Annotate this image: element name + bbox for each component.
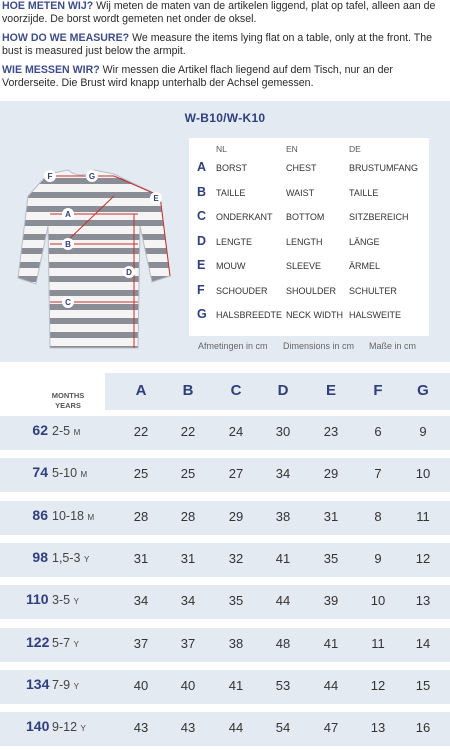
- legend-row: [189, 209, 429, 227]
- intro-de-label: WIE MESSEN WIR?: [2, 63, 100, 76]
- legend-de: SITZBEREICH: [349, 212, 409, 222]
- age-unit: Y: [83, 554, 90, 564]
- size-row: [0, 501, 450, 535]
- size-cell: 34: [180, 593, 196, 609]
- diagram-label-c: C: [65, 298, 71, 307]
- age-value: 5-7: [52, 635, 71, 650]
- age-value: 1,5-3: [52, 550, 81, 565]
- age-unit: Y: [73, 639, 79, 649]
- size-cell: 29: [228, 508, 244, 524]
- age-unit: Y: [73, 597, 79, 607]
- size-value: 122: [26, 633, 50, 650]
- column-header-a: A: [135, 382, 147, 399]
- size-value: 140: [26, 718, 50, 735]
- legend-row: [189, 283, 429, 301]
- size-cell: 41: [228, 677, 244, 693]
- size-cell: 43: [180, 720, 196, 736]
- size-cell: 44: [323, 677, 339, 693]
- size-row: [0, 543, 450, 577]
- measurement-legend: [189, 138, 429, 336]
- age-unit: M: [73, 428, 81, 437]
- age-range: [52, 636, 79, 650]
- size-cell: 6: [374, 424, 382, 439]
- legend-en: WAIST: [286, 187, 315, 198]
- size-cell: 12: [370, 677, 386, 693]
- size-cell: 10: [415, 466, 431, 482]
- legend-en: BOTTOM: [286, 212, 325, 222]
- size-cell: 32: [228, 550, 244, 566]
- size-table-header: [0, 367, 450, 417]
- size-cell: 7: [374, 466, 382, 482]
- size-cell: 47: [323, 720, 339, 736]
- size-cell: 38: [275, 508, 291, 524]
- size-row: [0, 628, 450, 662]
- column-header-b: B: [182, 382, 194, 399]
- legend-de: SCHULTER: [349, 285, 397, 296]
- column-header-g: G: [417, 382, 429, 399]
- legend-row: [189, 258, 429, 276]
- age-value: 3-5: [52, 593, 71, 608]
- size-value: 62: [32, 422, 48, 438]
- model-title: W-B10/W-K10: [184, 111, 266, 125]
- age-range: [52, 720, 86, 734]
- size-value: 110: [26, 591, 49, 608]
- legend-de: BRUSTUMFANG: [349, 163, 419, 173]
- age-range: [52, 593, 79, 607]
- size-cell: 31: [323, 508, 339, 524]
- size-row: [0, 585, 450, 619]
- age-value: 9-12: [52, 720, 78, 735]
- unit-en: Dimensions in cm: [283, 341, 355, 351]
- size-cell: 34: [133, 593, 149, 609]
- size-cell: 23: [323, 424, 339, 439]
- intro-en-label: HOW DO WE MEASURE?: [2, 31, 130, 44]
- legend-header-nl: NL: [216, 144, 227, 154]
- diagram-label-f: F: [47, 172, 53, 181]
- size-cell: 22: [133, 424, 149, 439]
- size-cell: 37: [133, 635, 149, 651]
- intro-nl: [2, 0, 448, 27]
- intro-nl-text: Wij meten de maten van de artikelen liggend, plat op tafel, alleen aan de voorzijde. De borst wordt gemeten net onder de oksel.: [2, 0, 436, 26]
- size-cell: 13: [415, 593, 431, 609]
- legend-letter: E: [197, 258, 206, 272]
- legend-de: HALSWEITE: [349, 310, 402, 320]
- size-cell: 37: [180, 635, 196, 651]
- legend-en: LENGTH: [286, 236, 323, 247]
- size-cell: 31: [180, 550, 196, 566]
- months-label: MONTHS: [51, 391, 85, 400]
- size-value: 86: [32, 506, 48, 523]
- size-cell: 8: [374, 508, 382, 524]
- legend-letter: A: [197, 160, 207, 174]
- legend-en: SHOULDER: [286, 285, 337, 296]
- legend-en: NECK WIDTH: [286, 310, 343, 320]
- size-cell: 48: [275, 635, 291, 651]
- legend-de: LÄNGE: [349, 236, 380, 247]
- legend-nl: BORST: [216, 163, 248, 173]
- intro-en: [2, 32, 448, 59]
- diagram-label-a: A: [65, 210, 71, 219]
- years-label: YEARS: [55, 401, 81, 410]
- age-range: [52, 424, 80, 438]
- legend-row: [189, 160, 429, 178]
- size-cell: 16: [415, 720, 431, 736]
- legend-letter: B: [197, 184, 207, 199]
- size-cell: 25: [180, 466, 196, 482]
- legend-letter: G: [197, 307, 207, 321]
- legend-row: [189, 234, 429, 252]
- column-header-e: E: [325, 382, 336, 399]
- size-cell: 43: [133, 720, 149, 736]
- diagram-label-g: G: [88, 172, 96, 181]
- size-value: 134: [26, 675, 50, 692]
- size-cell: 44: [228, 720, 244, 736]
- size-cell: 11: [371, 635, 385, 651]
- age-value: 5-10: [52, 466, 78, 481]
- intro-en-text: We measure the items lying flat on a table, only at the front. The bust is measured just below the armpit.: [2, 31, 432, 58]
- legend-row: [189, 185, 429, 203]
- size-cell: 31: [133, 550, 149, 566]
- legend-nl: HALSBREEDTE: [216, 310, 283, 320]
- diagram-label-e: E: [153, 194, 159, 203]
- legend-letter: D: [197, 233, 207, 248]
- size-cell: 35: [228, 593, 244, 609]
- age-range: [52, 466, 87, 480]
- size-cell: 34: [275, 466, 291, 482]
- size-cell: 12: [415, 550, 431, 566]
- age-value: 10-18: [52, 508, 84, 523]
- size-cell: 24: [228, 424, 244, 439]
- size-cell: 25: [133, 466, 149, 482]
- age-unit: Y: [73, 681, 79, 691]
- legend-en: CHEST: [286, 163, 317, 173]
- legend-de: TAILLE: [349, 187, 379, 198]
- legend-nl: MOUW: [216, 261, 246, 271]
- size-cell: 28: [180, 508, 196, 524]
- age-unit: M: [87, 512, 95, 522]
- size-cell: 9: [374, 550, 382, 566]
- intro-de: [2, 64, 448, 91]
- size-cell: 30: [275, 424, 291, 439]
- size-cell: 41: [323, 635, 339, 651]
- diagram-label-b: B: [65, 240, 71, 249]
- age-unit: Y: [80, 724, 86, 734]
- legend-nl: TAILLE: [216, 187, 246, 198]
- legend-header-de: DE: [349, 144, 361, 154]
- size-cell: 27: [228, 466, 244, 482]
- age-range: [52, 509, 94, 523]
- legend-letter: C: [197, 209, 207, 223]
- size-cell: 44: [275, 593, 291, 609]
- unit-de: Maße in cm: [369, 341, 417, 351]
- size-cell: 41: [275, 550, 291, 566]
- size-cell: 40: [133, 677, 149, 693]
- size-cell: 38: [228, 635, 244, 651]
- size-cell: 29: [323, 466, 339, 482]
- size-cell: 22: [180, 424, 196, 439]
- intro-nl-label: HOE METEN WIJ?: [2, 0, 94, 12]
- size-cell: 9: [419, 424, 427, 439]
- measurement-panel: [0, 101, 450, 362]
- size-row: [0, 416, 450, 450]
- column-header-c: C: [230, 382, 242, 399]
- size-value: 98: [32, 548, 48, 565]
- size-cell: 14: [415, 635, 431, 651]
- size-row: [0, 712, 450, 746]
- size-cell: 10: [370, 593, 386, 609]
- age-value: 2-5: [52, 424, 71, 438]
- size-cell: 11: [416, 508, 430, 524]
- size-cell: 35: [323, 550, 339, 566]
- intro-de-text: Wir messen die Artikel flach liegend auf dem Tisch, nur an der Vorderseite. Die Brust wird knapp unterhalb der Achsel gemessen.: [2, 63, 393, 90]
- age-range: [52, 551, 89, 565]
- intro-text: [2, 0, 448, 95]
- column-header-f: F: [373, 382, 383, 399]
- legend-de: ÄRMEL: [349, 261, 381, 271]
- size-cell: 54: [275, 720, 291, 736]
- legend-header-en: EN: [286, 144, 298, 154]
- age-value: 7-9: [52, 677, 71, 692]
- size-cell: 53: [275, 677, 291, 693]
- diagram-label-d: D: [126, 268, 132, 277]
- size-cell: 13: [370, 720, 386, 736]
- size-row: [0, 458, 450, 492]
- months-years-label: [38, 391, 98, 411]
- legend-letter: F: [197, 282, 205, 297]
- size-cell: 40: [180, 677, 196, 693]
- legend-nl: LENGTE: [216, 236, 253, 247]
- size-value: 74: [32, 464, 48, 481]
- legend-row: [189, 307, 429, 325]
- unit-nl: Afmetingen in cm: [198, 341, 268, 351]
- size-cell: 15: [415, 677, 431, 693]
- legend-nl: ONDERKANT: [216, 212, 273, 222]
- size-row: [0, 670, 450, 704]
- age-range: [52, 678, 79, 692]
- age-unit: M: [80, 470, 88, 480]
- column-header-d: D: [277, 382, 289, 399]
- size-cell: 28: [133, 508, 149, 524]
- legend-en: SLEEVE: [286, 261, 322, 271]
- legend-nl: SCHOUDER: [216, 285, 268, 296]
- size-cell: 39: [323, 593, 339, 609]
